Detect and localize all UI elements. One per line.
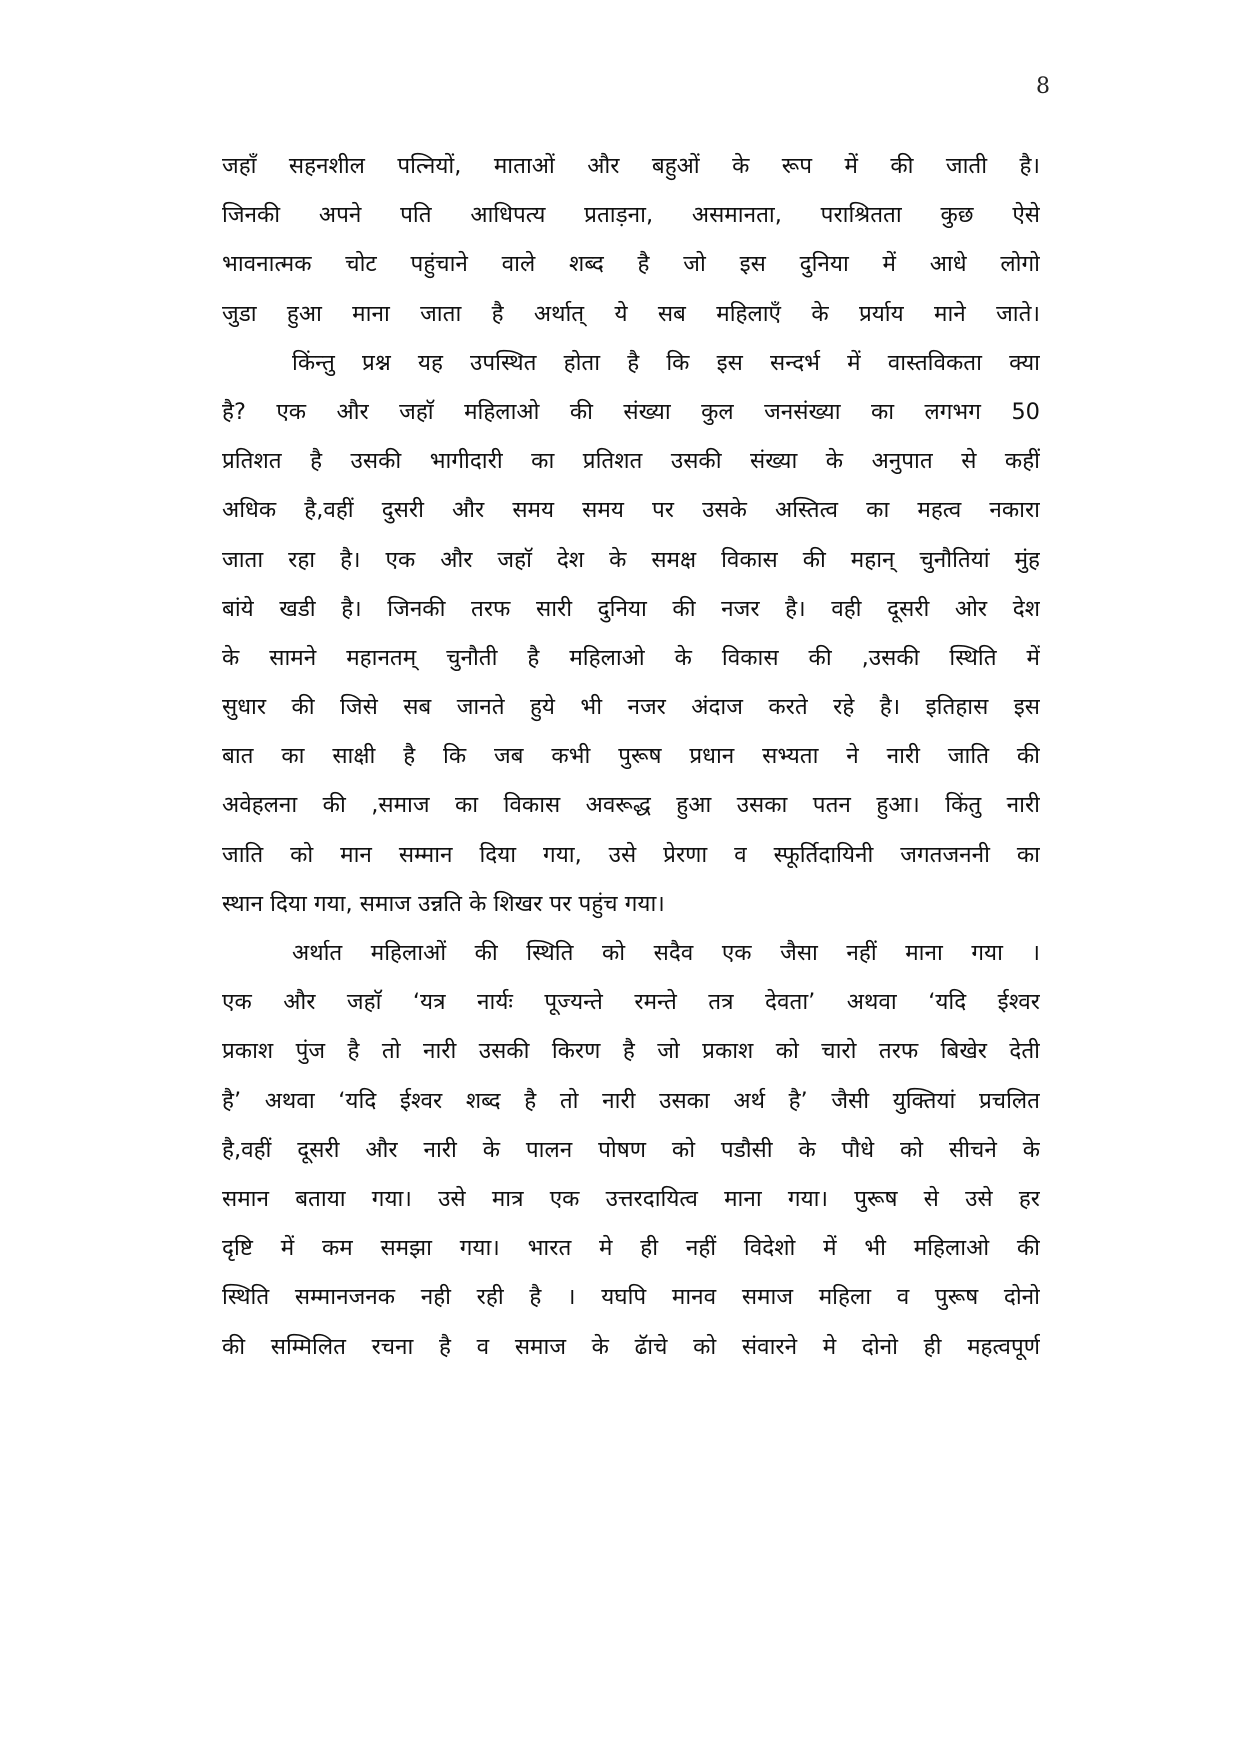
- text-line: बात का साक्षी है कि जब कभी पुरूष प्रधान सभ्यता ने नारी जाति की: [222, 743, 1040, 770]
- paragraph: [222, 929, 1040, 1372]
- text-line: अवेहलना की ,समाज का विकास अवरूद्ध हुआ उसका पतन हुआ। किंतु नारी: [222, 792, 1040, 819]
- body-text: [222, 142, 1040, 1372]
- text-line: सुधार की जिसे सब जानते हुये भी नजर अंदाज करते रहे है। इतिहास इस: [222, 694, 1040, 721]
- text-line: स्थिति सम्मानजनक नही रही है । यघपि मानव समाज महिला व पुरूष दोनो: [222, 1284, 1040, 1311]
- text-line: है’ अथवा ‘यदि ईश्वर शब्द है तो नारी उसका अर्थ है’ जैसी युक्तियां प्रचलित: [222, 1087, 1040, 1114]
- page-number: 8: [1036, 74, 1050, 99]
- text-line: भावनात्मक चोट पहुंचाने वाले शब्द है जो इस दुनिया में आधे लोगो: [222, 251, 1040, 278]
- text-line: जाति को मान सम्मान दिया गया, उसे प्रेरणा व स्फूर्तिदायिनी जगतजननी का: [222, 841, 1040, 868]
- text-line: किंन्तु प्रश्न यह उपस्थित होता है कि इस सन्दर्भ में वास्तविकता क्या: [292, 349, 1040, 376]
- paragraph: [222, 339, 1040, 929]
- text-line: प्रतिशत है उसकी भागीदारी का प्रतिशत उसकी संख्या के अनुपात से कहीं: [222, 448, 1040, 475]
- text-line: है? एक और जहाॅ महिलाओ की संख्या कुल जनसंख्या का लगभग 50: [222, 398, 1040, 425]
- text-line: बांये खडी है। जिनकी तरफ सारी दुनिया की नजर है। वही दूसरी ओर देश: [222, 595, 1040, 622]
- paragraph: [222, 142, 1040, 339]
- text-line: है,वहीं दूसरी और नारी के पालन पोषण को पडौसी के पौधे को सीचने के: [222, 1136, 1040, 1163]
- text-line: के सामने महानतम् चुनौती है महिलाओ के विकास की ,उसकी स्थिति में: [222, 644, 1040, 671]
- text-line: जहाँ सहनशील पत्नियों, माताओं और बहुओं के रूप में की जाती है।: [222, 153, 1040, 179]
- text-line: अधिक है,वहीं दुसरी और समय समय पर उसके अस्तित्व का महत्व नकारा: [222, 497, 1040, 524]
- text-line: समान बताया गया। उसे मात्र एक उत्तरदायित्व माना गया। पुरूष से उसे हर: [222, 1185, 1040, 1212]
- text-line: की सम्मिलित रचना है व समाज के ढॅाचे को संवारने मे दोनो ही महत्वपूर्ण: [222, 1333, 1040, 1360]
- text-line: जुडा हुआ माना जाता है अर्थात् ये सब महिलाएँ के प्रर्याय माने जाते।: [222, 300, 1040, 327]
- text-line: जिनकी अपने पति आधिपत्य प्रताड़ना, असमानता, पराश्रितता कुछ ऐसे: [222, 202, 1040, 229]
- text-line: प्रकाश पुंज है तो नारी उसकी किरण है जो प्रकाश को चारो तरफ बिखेर देती: [222, 1038, 1040, 1065]
- text-line: एक और जहाॅ ‘यत्र नार्यः पूज्यन्ते रमन्ते तत्र देवता’ अथवा ‘यदि ईश्वर: [222, 989, 1040, 1016]
- text-line: अर्थात महिलाओं की स्थिति को सदैव एक जैसा नहीं माना गया ।: [292, 940, 1040, 966]
- text-line: दृष्टि में कम समझा गया। भारत मे ही नहीं विदेशो में भी महिलाओ की: [222, 1235, 1040, 1262]
- text-line: स्थान दिया गया, समाज उन्नति के शिखर पर पहुंच गया।: [222, 890, 665, 917]
- text-line: जाता रहा है। एक और जहाॅ देश के समक्ष विकास की महान् चुनौतियां मुंह: [222, 546, 1040, 573]
